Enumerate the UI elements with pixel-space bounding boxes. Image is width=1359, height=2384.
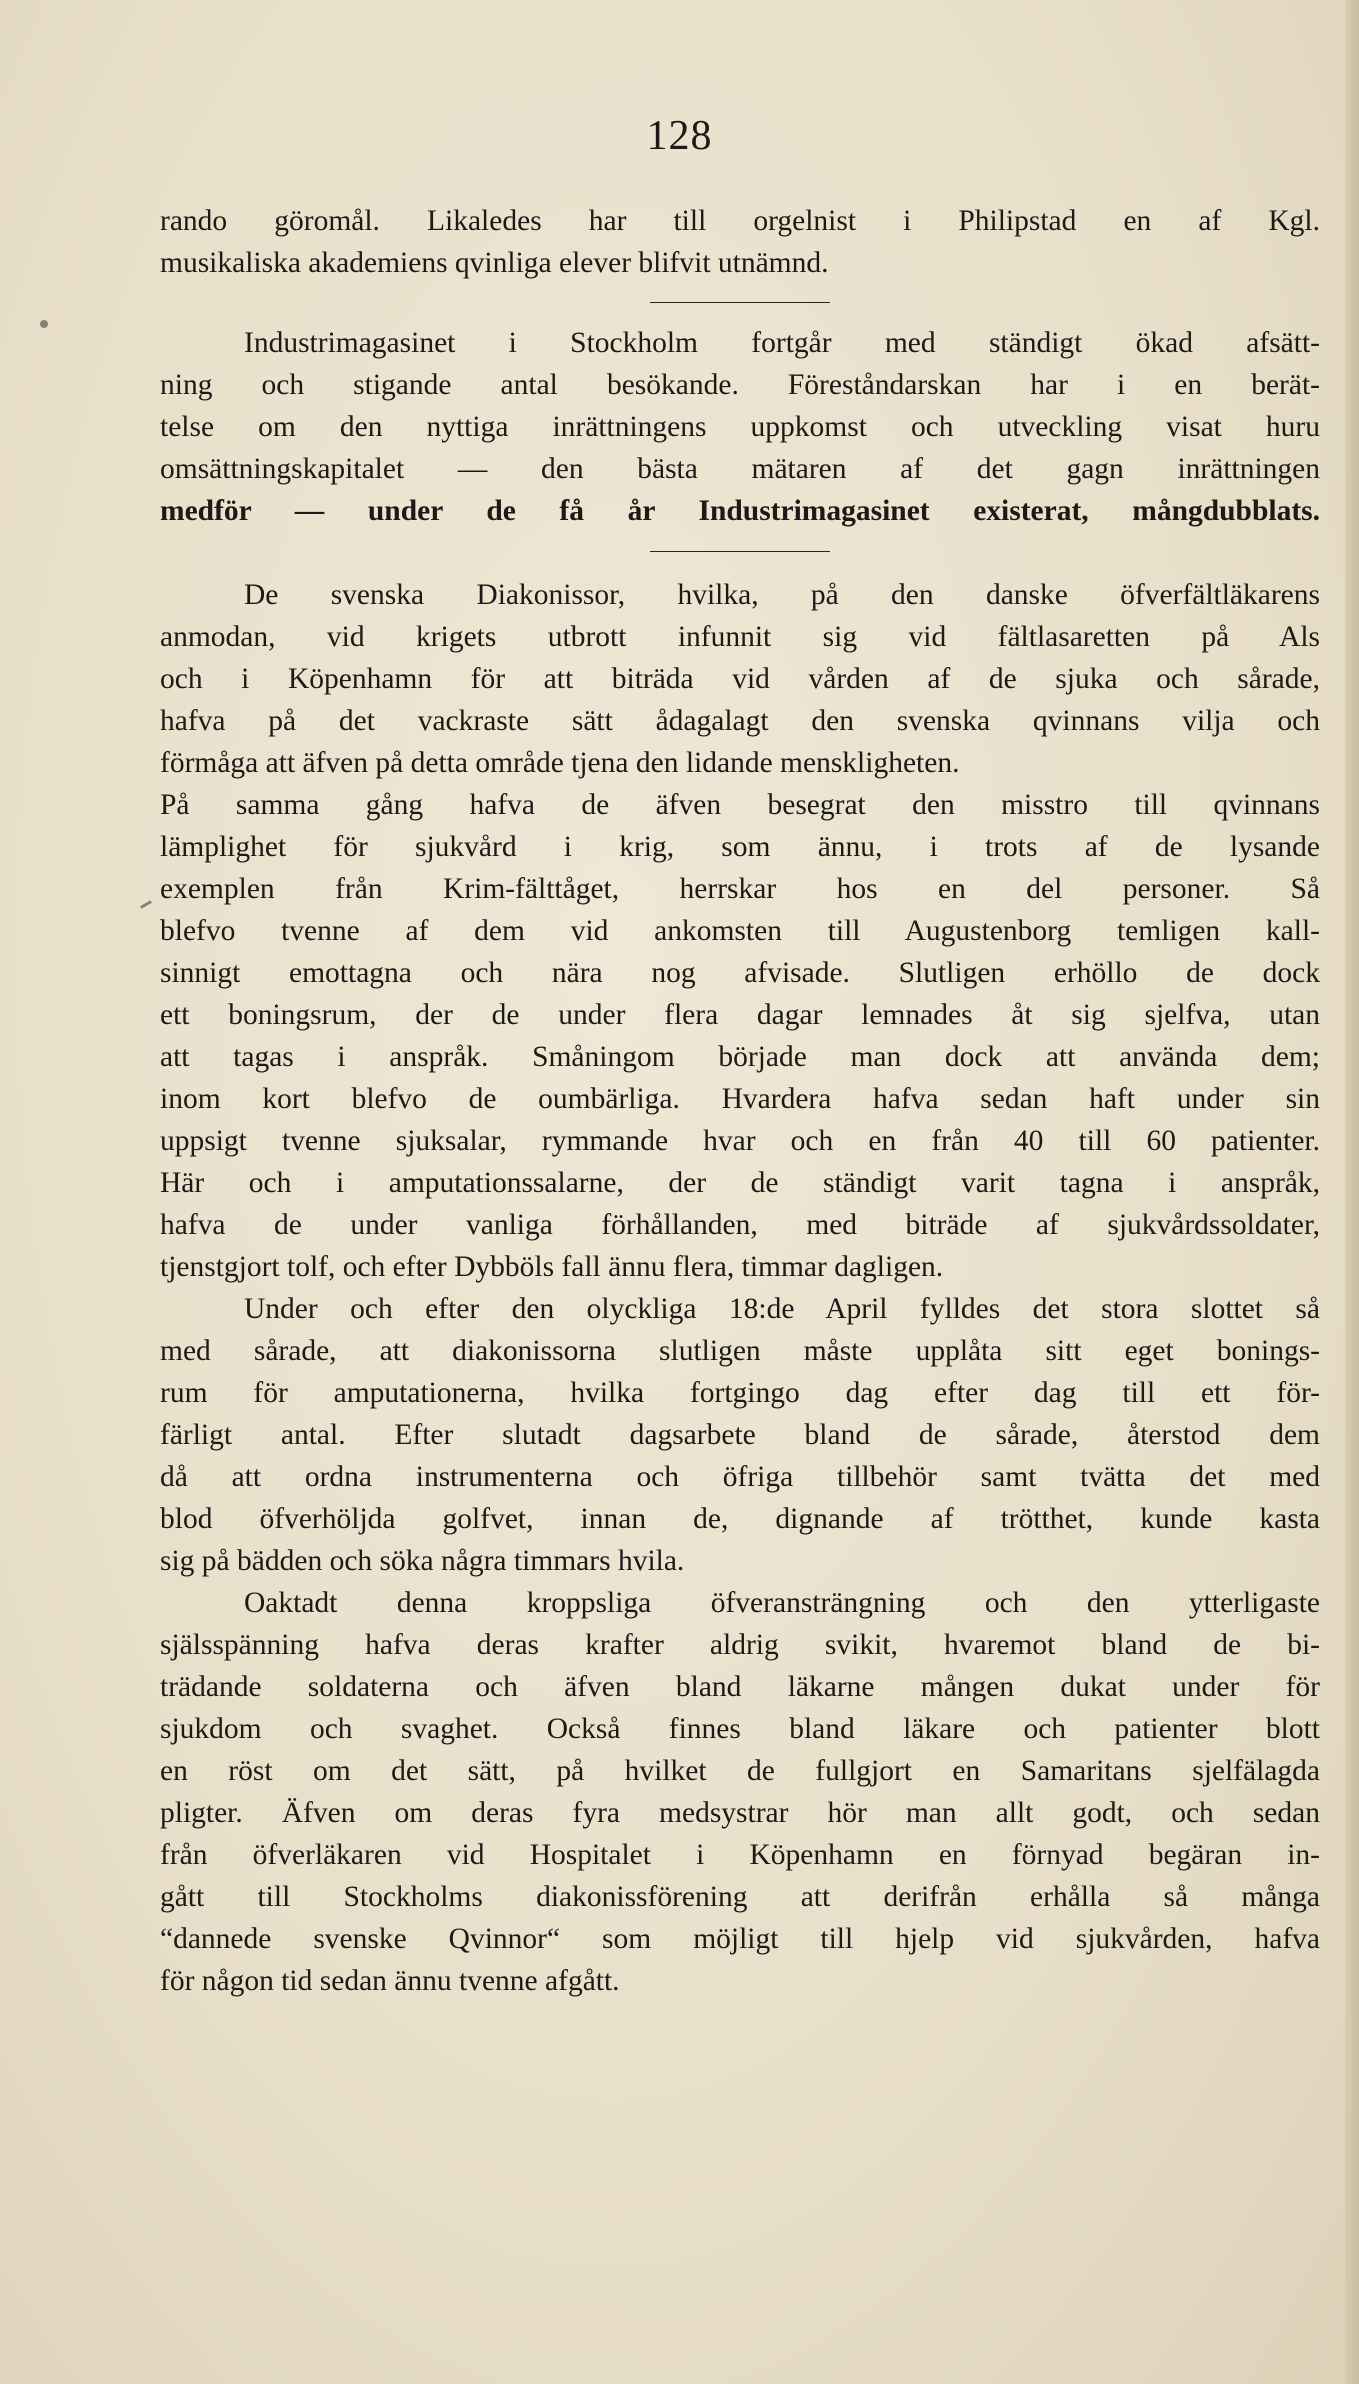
- text-line: själsspänning hafva deras krafter aldrig svikit, hvaremot bland de bi-: [160, 1629, 1320, 1661]
- text-line: “dannede svenske Qvinnor“ som möjligt till hjelp vid sjukvården, hafva: [160, 1923, 1320, 1955]
- text-line: De svenska Diakonissor, hvilka, på den danske öfverfältläkarens: [244, 579, 1320, 611]
- text-line: medför — under de få år Industrimagasinet existerat, mångdubblats.: [160, 495, 1320, 527]
- text-line: Oaktadt denna kroppsliga öfveransträngning och den ytterligaste: [244, 1587, 1320, 1619]
- paper-mark: [140, 900, 152, 909]
- text-line: ett boningsrum, der de under flera dagar lemnades åt sig sjelfva, utan: [160, 999, 1320, 1031]
- text-line: blod öfverhöljda golfvet, innan de, dignande af trötthet, kunde kasta: [160, 1503, 1320, 1535]
- text-line: med sårade, att diakonissorna slutligen måste upplåta sitt eget bonings-: [160, 1335, 1320, 1367]
- text-line: anmodan, vid krigets utbrott infunnit sig vid fältlasaretten på Als: [160, 621, 1320, 653]
- text-line: ning och stigande antal besökande. Föreståndarskan har i en berät-: [160, 369, 1320, 401]
- text-line: hafva på det vackraste sätt ådagalagt den svenska qvinnans vilja och: [160, 705, 1320, 737]
- text-line: Under och efter den olyckliga 18:de April fylldes det stora slottet så: [244, 1293, 1320, 1325]
- text-line: och i Köpenhamn för att biträda vid vården af de sjuka och sårade,: [160, 663, 1320, 695]
- text-line: då att ordna instrumenterna och öfriga tillbehör samt tvätta det med: [160, 1461, 1320, 1493]
- text-line: exemplen från Krim-fälttåget, herrskar hos en del personer. Så: [160, 873, 1320, 905]
- text-line: sig på bädden och söka några timmars hvila.: [160, 1545, 685, 1577]
- text-line: uppsigt tvenne sjuksalar, rymmande hvar och en från 40 till 60 patienter.: [160, 1125, 1320, 1157]
- text-line: från öfverläkaren vid Hospitalet i Köpenhamn en förnyad begäran in-: [160, 1839, 1320, 1871]
- text-line: hafva de under vanliga förhållanden, med biträde af sjukvårdssoldater,: [160, 1209, 1320, 1241]
- text-line: rum för amputationerna, hvilka fortgingo dag efter dag till ett för-: [160, 1377, 1320, 1409]
- text-line: Här och i amputationssalarne, der de ständigt varit tagna i anspråk,: [160, 1167, 1320, 1199]
- text-line: sinnigt emottagna och nära nog afvisade. Slutligen erhöllo de dock: [160, 957, 1320, 989]
- text-line: gått till Stockholms diakonissförening att derifrån erhålla så många: [160, 1881, 1320, 1913]
- section-divider: [650, 551, 830, 552]
- page-body: [160, 200, 1320, 2002]
- text-line: att tagas i anspråk. Småningom började man dock att använda dem;: [160, 1041, 1320, 1073]
- text-line: inom kort blefvo de oumbärliga. Hvardera hafva sedan haft under sin: [160, 1083, 1320, 1115]
- page-number: 128: [646, 113, 713, 159]
- text-line: telse om den nyttiga inrättningens uppkomst och utveckling visat huru: [160, 411, 1320, 443]
- text-line: På samma gång hafva de äfven besegrat den misstro till qvinnans: [160, 789, 1320, 821]
- text-line: sjukdom och svaghet. Också finnes bland läkare och patienter blott: [160, 1713, 1320, 1745]
- text-line: pligter. Äfven om deras fyra medsystrar hör man allt godt, och sedan: [160, 1797, 1320, 1829]
- text-line: rando göromål. Likaledes har till orgelnist i Philipstad en af Kgl.: [160, 205, 1320, 237]
- text-line: musikaliska akademiens qvinliga elever blifvit utnämnd.: [160, 247, 829, 279]
- section-divider: [650, 302, 830, 303]
- text-line: tjenstgjort tolf, och efter Dybböls fall ännu flera, timmar dagligen.: [160, 1251, 944, 1283]
- text-line: för någon tid sedan ännu tvenne afgått.: [160, 1965, 620, 1997]
- text-line: omsättningskapitalet — den bästa mätaren af det gagn inrättningen: [160, 453, 1320, 485]
- text-line: förmåga att äfven på detta område tjena den lidande menskligheten.: [160, 747, 960, 779]
- paper-speck: [40, 320, 48, 328]
- text-line: lämplighet för sjukvård i krig, som ännu, i trots af de lysande: [160, 831, 1320, 863]
- text-line: en röst om det sätt, på hvilket de fullgjort en Samaritans sjelfälagda: [160, 1755, 1320, 1787]
- text-line: blefvo tvenne af dem vid ankomsten till Augustenborg temligen kall-: [160, 915, 1320, 947]
- text-line: Industrimagasinet i Stockholm fortgår med ständigt ökad afsätt-: [244, 327, 1320, 359]
- page-edge: [1345, 0, 1359, 2384]
- text-line: färligt antal. Efter slutadt dagsarbete bland de sårade, återstod dem: [160, 1419, 1320, 1451]
- text-line: trädande soldaterna och äfven bland läkarne mången dukat under för: [160, 1671, 1320, 1703]
